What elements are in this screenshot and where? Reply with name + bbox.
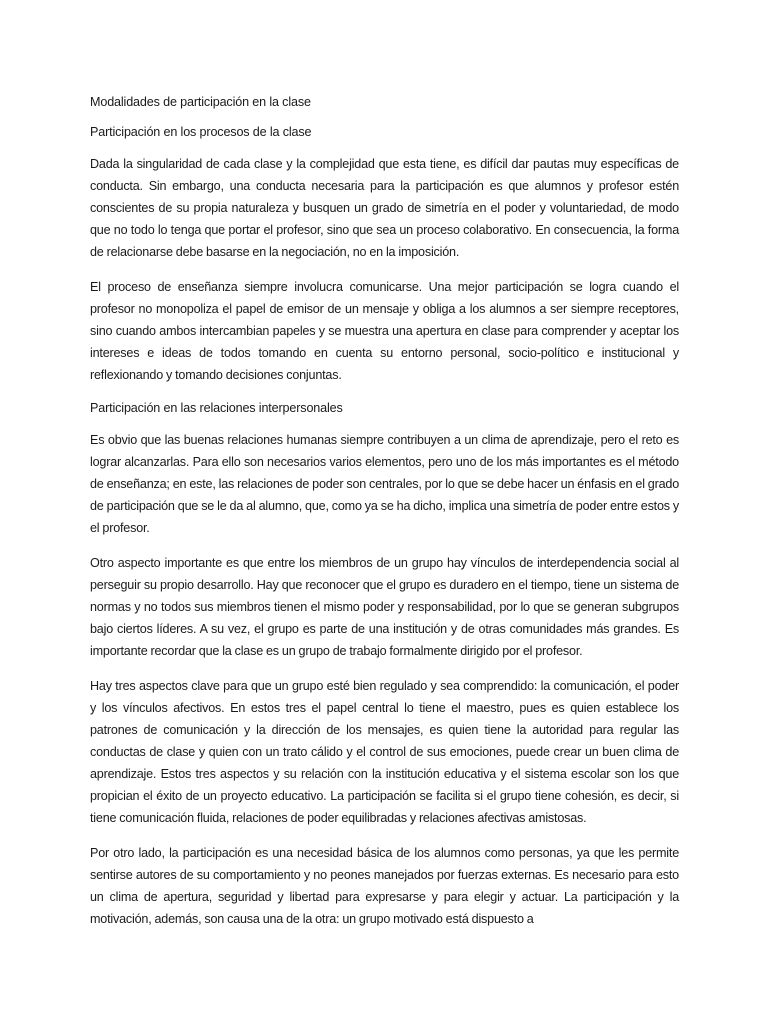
paragraph-6: Por otro lado, la participación es una necesidad básica de los alumnos como personas, ya que les permite sentirse autores de su comportamiento y no peones manejados por fuerzas externas. Es necesario para esto un clima de apertura, seguridad y libertad para expresarse y para elegir y actuar. La participación y la motivación, además, son causa una de la otra: un grupo motivado está dispuesto a [90, 846, 679, 926]
paragraph-3: Es obvio que las buenas relaciones humanas siempre contribuyen a un clima de aprendizaje, pero el reto es lograr alcanzarlas. Para ello son necesarios varios elementos, pero uno de los más importantes es el método de enseñanza; en este, las relaciones de poder son centrales, por lo que se debe hacer un énfasis en el grado de participación que se le da al alumno, que, como ya se ha dicho, implica una simetría de poder entre estos y el profesor. [90, 433, 680, 535]
paragraph-5: Hay tres aspectos clave para que un grupo esté bien regulado y sea comprendido: la comunicación, el poder y los vínculos afectivos. En estos tres el papel central lo tiene el maestro, pues es quien establece los patrones de comunicación y la dirección de los mensajes, es quien tiene la autoridad para regular las conductas de clase y quien con un trato cálido y el control de sus emociones, puede crear un buen clima de aprendizaje. Estos tres aspectos y su relación con la institución educativa y el sistema escolar son los que propician el éxito de un proyecto educativo. La participación se facilita si el grupo tiene cohesión, es decir, si tiene comunicación fluida, relaciones de poder equilibradas y relaciones afectivas amistosas. [90, 679, 679, 825]
paragraph-4: Otro aspecto importante es que entre los miembros de un grupo hay vínculos de interdependencia social al perseguir su propio desarrollo. Hay que reconocer que el grupo es duradero en el tiempo, tiene un sistema de normas y no todos sus miembros tienen el mismo poder y responsabilidad, por lo que se generan subgrupos bajo ciertos líderes. A su vez, el grupo es parte de una institución y de otras comunidades más grandes. Es importante recordar que la clase es un grupo de trabajo formalmente dirigido por el profesor. [90, 556, 679, 658]
section-heading-procesos: Participación en los procesos de la clase [90, 125, 312, 139]
section-heading-relaciones: Participación en las relaciones interpersonales [90, 401, 343, 415]
document-title: Modalidades de participación en la clase [90, 95, 311, 109]
paragraph-2: El proceso de enseñanza siempre involucra comunicarse. Una mejor participación se logra cuando el profesor no monopoliza el papel de emisor de un mensaje y obliga a los alumnos a ser siempre receptores, sino cuando ambos intercambian papeles y se muestra una apertura en clase para comprender y aceptar los intereses e ideas de todos tomando en cuenta su entorno personal, socio-político e institucional y reflexionando y tomando decisiones conjuntas. [90, 280, 679, 382]
paragraph-1: Dada la singularidad de cada clase y la complejidad que esta tiene, es difícil dar pautas muy específicas de conducta. Sin embargo, una conducta necesaria para la participación es que alumnos y profesor estén conscientes de su propia naturaleza y busquen un grado de simetría en el poder y voluntariedad, de modo que no todo lo tenga que portar el profesor, sino que sea un proceso colaborativo. En consecuencia, la forma de relacionarse debe basarse en la negociación, no en la imposición. [90, 157, 679, 259]
